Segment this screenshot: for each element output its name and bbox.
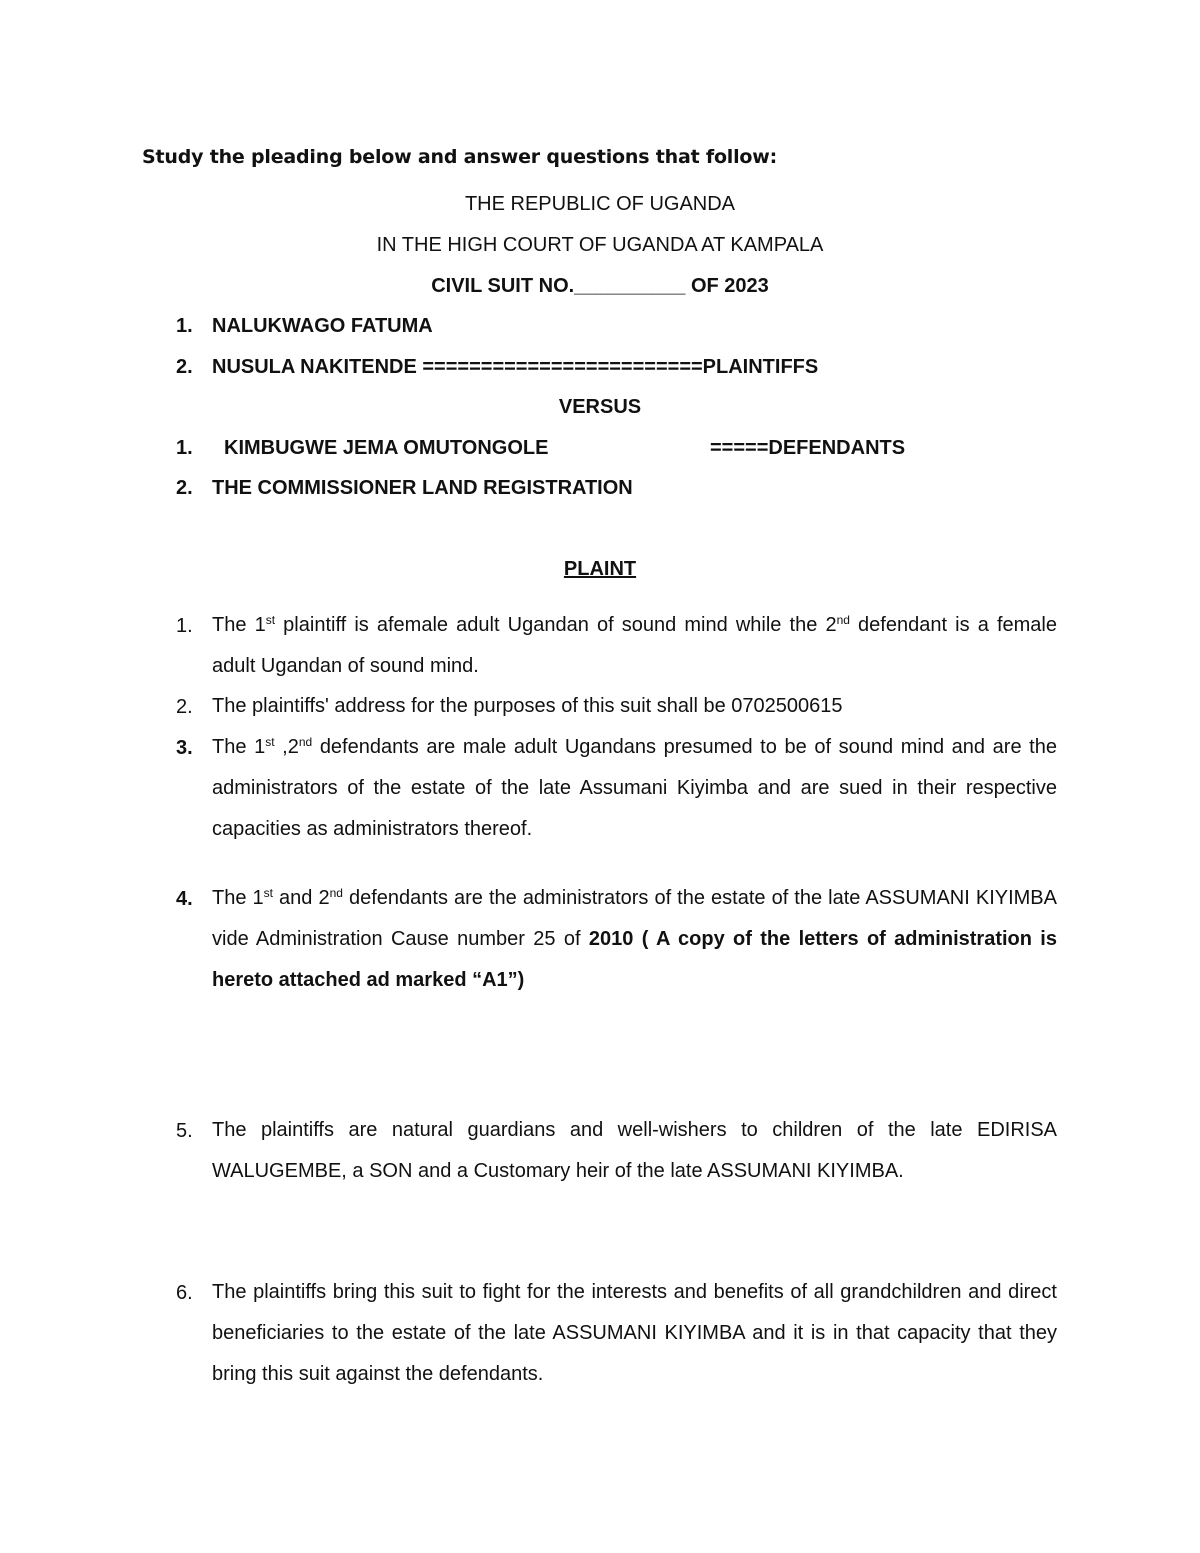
defendant-number: 1.	[176, 437, 193, 459]
plaintiff-name: NUSULA NAKITENDE ========================PLAINTIFFS	[212, 356, 819, 378]
paragraph-number: 3.	[176, 737, 193, 759]
paragraph-number: 2.	[176, 696, 193, 718]
plaintiff-number: 2.	[176, 356, 193, 378]
paragraph-3: The 1st ,2nd defendants are male adult Ugandans presumed to be of sound mind and are the administrators of the estate of the late Assumani Kiyimba and are sued in their respective capacities as administrators thereof.	[212, 735, 1057, 840]
plaint-title: PLAINT	[563, 558, 637, 580]
defendant-name: THE COMMISSIONER LAND REGISTRATION	[212, 477, 633, 499]
versus-label: VERSUS	[558, 396, 642, 418]
defendants-role-label: =====DEFENDANTS	[710, 437, 906, 459]
plaintiff-name: NALUKWAGO FATUMA	[212, 315, 433, 337]
paragraph-6: The plaintiffs bring this suit to fight for the interests and benefits of all grandchildren and direct beneficiaries to the estate of the late ASSUMANI KIYIMBA and it is in that capacity that they bring this suit against the defendants.	[212, 1281, 1057, 1385]
defendant-name: KIMBUGWE JEMA OMUTONGOLE	[224, 437, 549, 459]
paragraph-number: 5.	[176, 1120, 193, 1142]
paragraph-2: The plaintiffs' address for the purposes of this suit shall be 0702500615	[212, 695, 843, 717]
paragraph-number: 4.	[176, 888, 193, 910]
paragraph-number: 1.	[176, 615, 193, 637]
defendant-number: 2.	[176, 477, 193, 499]
paragraph-1: The 1st plaintiff is afemale adult Ugandan of sound mind while the 2nd defendant is a female adult Ugandan of sound mind.	[212, 613, 1057, 677]
paragraph-number: 6.	[176, 1282, 193, 1304]
instruction-heading: Study the pleading below and answer questions that follow:	[142, 146, 778, 168]
republic-heading: THE REPUBLIC OF UGANDA	[464, 193, 736, 215]
paragraph-4: The 1st and 2nd defendants are the administrators of the estate of the late ASSUMANI KIYIMBA vide Administration Cause number 25 of 2010 ( A copy of the letters of administration is hereto attached ad marked “A1”)	[212, 886, 1057, 991]
court-heading: IN THE HIGH COURT OF UGANDA AT KAMPALA	[376, 234, 824, 256]
paragraph-5: The plaintiffs are natural guardians and well-wishers to children of the late EDIRISA WALUGEMBE, a SON and a Customary heir of the late ASSUMANI KIYIMBA.	[212, 1119, 1057, 1182]
plaintiff-number: 1.	[176, 315, 193, 337]
suit-number-heading: CIVIL SUIT NO.__________ OF 2023	[431, 275, 769, 297]
